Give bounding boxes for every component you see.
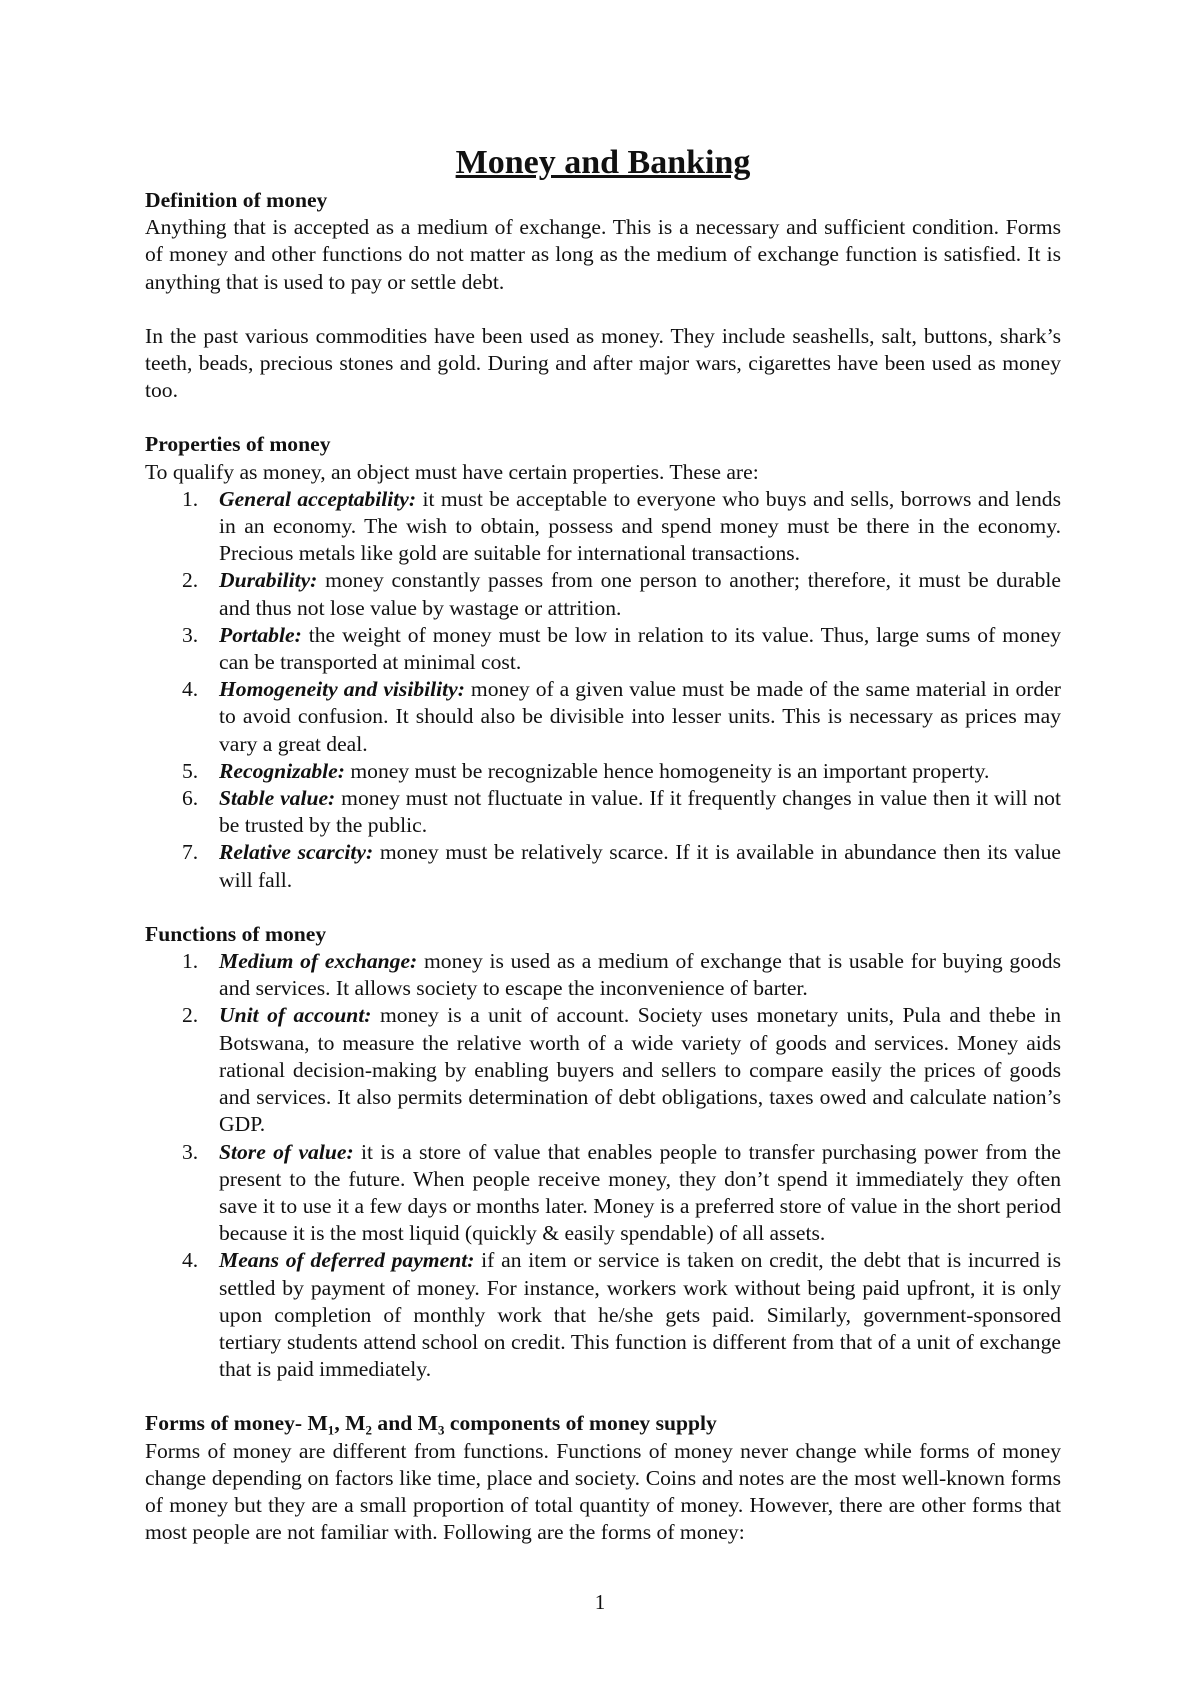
list-item [145, 622, 1061, 676]
list-number: 3. [182, 1139, 199, 1164]
document-body [145, 143, 1061, 1546]
list-term: Means of deferred payment: [219, 1248, 475, 1273]
list-term: Stable value: [219, 786, 336, 811]
document-title: Money and Banking [455, 144, 751, 181]
list-number: 1. [182, 949, 199, 974]
list-term: Durability: [219, 568, 318, 593]
list-term: Medium of exchange: [219, 949, 418, 974]
list-number: 4. [182, 1248, 199, 1273]
page-number: 1 [594, 1590, 606, 1614]
functions-heading: Functions of money [145, 921, 327, 946]
list-text: it must be acceptable to everyone who buys and sells, borrows and lends in an economy. The wish to obtain, possess and spend money must be there in the economy. Precious metals like gold are suitable for international transactions. [219, 486, 1061, 566]
list-term: Recognizable: [219, 758, 345, 783]
list-number: 2. [182, 1003, 199, 1028]
list-number: 1. [182, 486, 199, 511]
list-text: money must be recognizable hence homogeneity is an important property. [344, 758, 990, 783]
list-item [145, 567, 1061, 621]
paragraph-spacer [145, 1383, 1061, 1410]
list-item [145, 785, 1061, 839]
list-item [145, 1002, 1061, 1138]
properties-heading: Properties of money [145, 432, 331, 457]
list-number: 7. [182, 840, 199, 865]
list-text: if an item or service is taken on credit, the debt that is incurred is settled by payment of money. For instance, workers work without being paid upfront, it is only upon completion of monthly work that he/she gets paid. Similarly, government-sponsored tertiary students attend school on credit. This function is different from that of a unit of exchange that is paid immediately. [219, 1248, 1061, 1382]
paragraph-spacer [145, 404, 1061, 431]
list-text: money is used as a medium of exchange that is usable for buying goods and services. It allows society to escape the inconvenience of barter. [219, 949, 1062, 1001]
list-text: money must not fluctuate in value. If it frequently changes in value then it will not be trusted by the public. [219, 786, 1061, 838]
list-item [145, 758, 1061, 785]
list-item [145, 676, 1061, 758]
list-number: 4. [182, 677, 199, 702]
list-text: it is a store of value that enables people to transfer purchasing power from the present to the future. When people receive money, they don’t spend it immediately they often save it to use it a few days or months later. Money is a preferred store of value in the short period because it is the most liquid (quickly & easily spendable) of all assets. [219, 1139, 1061, 1246]
list-term: Portable: [219, 622, 302, 647]
list-term: General acceptability: [219, 486, 417, 511]
list-number: 3. [182, 622, 199, 647]
list-item [145, 948, 1061, 1002]
properties-list [145, 486, 1061, 894]
forms-heading: Forms of money- M₁, M₂ and M₃ components of money supply [145, 1411, 717, 1436]
list-item [145, 486, 1061, 568]
list-item [145, 1247, 1061, 1383]
list-item [145, 1139, 1061, 1248]
list-number: 2. [182, 568, 199, 593]
definition-paragraph-1: Anything that is accepted as a medium of exchange. This is a necessary and sufficient condition. Forms of money and other functions do not matter as long as the medium of exchange function is satisfied. It is anything that is used to pay or settle debt. [145, 215, 1061, 294]
functions-list [145, 948, 1061, 1383]
list-text: money must be relatively scarce. If it is available in abundance then its value will fall. [219, 840, 1061, 892]
list-number: 5. [182, 758, 199, 783]
list-term: Store of value: [219, 1139, 354, 1164]
list-term: Homogeneity and visibility: [219, 677, 465, 702]
properties-intro: To qualify as money, an object must have certain properties. These are: [145, 459, 759, 484]
definition-paragraph-2: In the past various commodities have been used as money. They include seashells, salt, buttons, shark’s teeth, beads, precious stones and gold. During and after major wars, cigarettes have been used as money too. [145, 323, 1061, 403]
list-number: 6. [182, 786, 199, 811]
list-text: money constantly passes from one person to another; therefore, it must be durable and thus not lose value by wastage or attrition. [219, 568, 1061, 620]
list-text: money of a given value must be made of the same material in order to avoid confusion. It should also be divisible into lesser units. This is necessary as prices may vary a great deal. [219, 677, 1061, 756]
list-text: the weight of money must be low in relation to its value. Thus, large sums of money can be transported at minimal cost. [219, 622, 1061, 675]
list-term: Unit of account: [219, 1003, 372, 1028]
list-item [145, 839, 1061, 893]
paragraph-spacer [145, 894, 1061, 921]
definition-heading: Definition of money [145, 188, 328, 212]
paragraph-spacer [145, 296, 1061, 323]
list-text: money is a unit of account. Society uses monetary units, Pula and thebe in Botswana, to measure the relative worth of a wide variety of goods and services. Money aids rational decision-making by enabling buyers and sellers to compare easily the prices of goods and services. It also permits determination of debt obligations, taxes owed and calculate nation’s GDP. [219, 1003, 1062, 1137]
forms-paragraph-1: Forms of money are different from functions. Functions of money never change while forms of money change depending on factors like time, place and society. Coins and notes are the most well-known forms of money but they are a small proportion of total quantity of money. However, there are other forms that most people are not familiar with. Following are the forms of money: [145, 1438, 1061, 1545]
list-term: Relative scarcity: [219, 840, 374, 865]
